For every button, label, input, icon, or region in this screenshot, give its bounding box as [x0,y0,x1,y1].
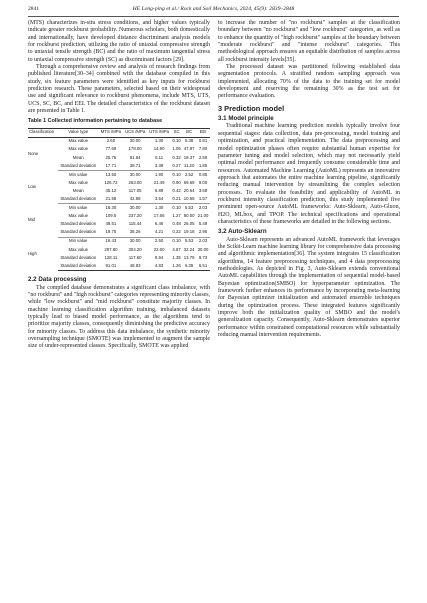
table-cell: 2.59 [198,154,208,160]
table-cell: 0.81 [198,138,208,144]
table-cell: 26.05 [183,221,195,227]
table-cell: 0.85 [198,171,208,177]
table-cell: 91.64 [129,154,141,160]
table-cell: 21.49 [153,179,165,185]
table-cell: 9.94 [154,254,164,260]
table-cell: 4.21 [147,229,171,238]
table-cell: 5.49 [198,221,208,227]
table-cell: 5.53 [184,205,194,211]
value-type-cell: Mean [72,154,84,160]
table-cell: 0.21 [171,195,182,204]
table-cell: 304.20 [128,246,142,252]
table-cell: 1.90 [154,171,164,177]
table-cell: 38.71 [123,162,147,171]
value-type-cell: Standard deviation [58,195,99,204]
header-rule [28,16,399,17]
table-cell: 0.10 [172,138,181,144]
value-type-cell: Max value [68,138,89,144]
classification-cell: Low [28,183,36,189]
table-caption: Table 1 Collected information pertaining to database [28,118,163,125]
table-cell: 263.00 [128,179,142,185]
table-header-cell: SC [171,128,182,137]
table-header-cell: MTS /MPa [99,128,123,137]
table-cell: 30.00 [129,238,141,244]
table-cell: 17.66 [153,213,165,219]
table-cell: 4.83 [147,262,171,271]
table-cell: 45.12 [105,187,117,193]
table-cell: 1.26 [171,262,182,271]
table-cell: 0.10 [172,205,181,211]
table-cell: 5.38 [184,138,194,144]
table-cell: 21.58 [99,195,123,204]
table-cell: 80.00 [183,213,195,219]
table-cell: 2.03 [198,205,208,211]
page-number: 2841 [28,6,40,12]
table-cell: 25.76 [105,154,117,160]
table-cell: 77.69 [105,146,117,152]
table-cell: 0.48 [172,221,181,227]
value-type-cell: Standard deviation [58,262,99,271]
table-cell: 30.00 [129,138,141,144]
table-cell: 3.68 [198,187,208,193]
table-cell: 7.80 [198,146,208,152]
table-cell: 11.20 [182,162,196,171]
table-cell: 1.57 [196,195,210,204]
table-row [28,171,210,180]
value-type-cell: Min value [69,238,88,244]
table-cell: 3.54 [147,195,171,204]
data-table [28,128,210,271]
table-cell: 0.10 [172,238,181,244]
table-cell: 19.18 [182,229,196,238]
section-2-2-title: 2.2 Data processing [28,276,87,284]
table-cell: 16.43 [105,238,117,244]
table-cell: 10.65 [182,195,196,204]
table-header-cell: UTS /MPa [147,128,171,137]
intro-paragraph: (MTS) characterizes in-situ stress conditions, and higher values typically indicate greater rockburst probability. Numerous scholars, both domestically and internationally, have developed distance discriminant analysis models for rockburst prediction, utilizing the ratio of uniaxial compressive strength to uniaxial tensile strength (BC) and the ratio of maximum tangential stress to uniaxial compressive strength (SC) as discriminant factors [29]. [28,20,210,63]
table-cell: 117.60 [128,254,142,260]
table-cell: 2.03 [198,238,208,244]
page-header [28,6,399,17]
table-header-cell: Value type [58,128,99,137]
table-cell: 32.24 [183,246,195,252]
section-3-1-text: Traditional machine learning prediction models typically involve four sequential stages: data collection, data pre-processing, model training and optimization, and practical implementation. The data preprocessing and model optimization phases often require substantial human expertise for parameter tuning and model selection, which may not necessarily yield optimal model performance and frequently consume considerable time and resources. Automated Machine Learning (AutoML) represents an innovative approach that automates the entire machine learning pipeline, significantly reducing manual intervention by streamlining the complex selection processes. To evaluate the feasibility and applicability of AutoML in rockburst intensity classification prediction, this study implemented five prominent open-source AutoML frameworks: Auto-Sklearn, Auto-Gluon, H2O, MLbox, and TPOP. The technical specifications and operational characteristics of these frameworks are detailed in the following sections. [218,123,400,225]
table-cell: 128.11 [104,254,118,260]
table-cell: 178.00 [128,146,142,152]
table-cell: 297.80 [104,246,118,252]
value-type-cell: Mean [72,187,84,193]
classification-cell: None [28,150,39,156]
table-cell: 109.5 [105,213,117,219]
table-cell: 237.20 [128,213,142,219]
table-cell: 6.11 [155,154,164,160]
table-cell: 21.00 [197,213,209,219]
table-row [28,137,210,146]
section-2-2-text: The compiled database demonstrates a significant class imbalance, with "no rockburst" and "high rockburst" categories representing minority classes, while "low rockburst" and "mid rockburst" constitute majority classes. In machine learning classification algorithm training, imbalanced datasets typically lead to biased model performance, as the algorithms tend to prioritize majority classes, consequently diminishing the predictive accuracy for minority classes. To address this data imbalance, the synthetic minority oversampling technique (SMOTE) was implemented to augment the sample size of under-represented classes. Specifically, SMOTE was applied [28,284,210,350]
value-type-cell: Max value [68,146,89,152]
table-cell: 30.00 [129,205,141,211]
table-cell: 1.30 [154,138,164,144]
table-cell: 9.73 [198,254,208,260]
table-cell: 1.27 [172,213,181,219]
split-paragraph: The processed dataset was partitioned following established data segmentation protocols. A stratified random sampling approach was implemented, allocating 70% of the data to the training set for model development and reserving the remaining 30% as the test set for performance evaluation. [218,64,400,100]
table-cell: 0.27 [171,162,182,171]
value-type-cell: Standard deviation [60,254,97,260]
table-cell: 48.83 [123,262,147,271]
table-header-cell: BC [182,128,196,137]
smote-continuation: to increase the number of "no rockburst" samples at the classification boundary between "no rockburst" and "low rockburst" categories, as well as to enhance the quantity of "high rockburst" samples at the boundary between "moderate rockburst" and "intense rockburst" categories. This methodological approach ensures an equitable distribution of samples across all rockburst intensity levels[35]. [218,20,400,63]
table-cell: 2.50 [154,238,164,244]
running-title: HE Long-ping et al./ Rock and Soil Mechanics, 2024, 45(9): 2839–2848 [132,6,295,12]
table-cell: 2.60 [106,138,116,144]
section-3-2-title: 3.2 Auto-Sklearn [218,228,267,236]
dataset-paragraph: Through a comprehensive review and analysis of research findings from published literature[30–34] combined with the database compiled in this study, six feature parameters were identified as key inputs for rockburst prediction research. These parameters, selected based on their widespread use and significant relevance to rockburst phenomena, include MTS, UTS, UCS, SC, BC, and EEI. The detailed characteristics of the rockburst dataset are presented in Table 1. [28,64,210,115]
table-cell: 0.42 [172,187,181,193]
table-cell: 18.37 [183,154,195,160]
table-cell: 4.87 [172,246,181,252]
table-cell: 13.50 [105,171,117,177]
table-cell: 38.26 [123,229,147,238]
table-cell: 3.38 [147,162,171,171]
left-column [28,20,210,351]
table-cell: 6.35 [182,262,196,271]
table-cell: 5.53 [184,238,194,244]
table-cell: 0.22 [171,229,182,238]
section-3-2-text: Auto-Sklearn represents an advanced AutoML framework that leverages the Scikit-Learn machine learning library for comprehensive data processing and algorithmic implementation[36]. The system integrates 15 classification algorithms, 14 feature preprocessing techniques, and 4 data preprocessing methodologies. As depicted in Fig. 3, Auto-Sklearn extends conventional AutoML capabilities through the implementation of sequential model-based Bayesian optimization(SMBO) for hyperparameter optimization. The framework further enhances its performance by incorporating meta-learning for Bayesian optimizer initialization and automated ensemble techniques during the optimization process. These integrated features significantly improve both the initialization quality of SMBO and the model's generalization capacity. Consequently, Auto-Sklearn demonstrates superior performance within constrained computational resources while substantially reducing manual intervention requirements. [218,236,400,339]
table-header-cell: Classification [28,128,58,137]
table-cell: 0.90 [172,179,181,185]
table-cell: 126.72 [104,179,118,185]
table-header-cell: UCS /MPa [123,128,147,137]
table-cell: 1.35 [172,254,181,260]
table-cell: 6.46 [154,221,164,227]
table-cell: 30.00 [129,171,141,177]
table-cell: 17.71 [99,162,123,171]
table-cell: 47.97 [183,146,195,152]
value-type-cell: Standard deviation [58,162,99,171]
table-cell: 0.32 [172,154,181,160]
classification-cell: High [28,250,37,256]
section-3-title: 3 Prediction model [218,103,285,113]
classification-cell: Mid [28,217,35,223]
table-cell: 20.64 [183,187,195,193]
table-cell: 2.95 [196,229,210,238]
value-type-cell: Max value [68,179,89,185]
value-type-cell: Max value [68,246,89,252]
value-type-cell: Min value [69,205,88,211]
table-cell: 9.00 [198,179,208,185]
value-type-cell: Standard deviation [58,229,99,238]
table-cell: 69.69 [183,179,195,185]
table-cell: 30.00 [197,246,209,252]
table-cell: 1.30 [154,205,164,211]
table-cell: 1.05 [172,146,181,152]
table-cell: 42.88 [123,195,147,204]
table-header-cell: EEI [196,128,210,137]
table-row [28,237,210,246]
table-cell: 0.10 [172,171,181,177]
table-cell: 2.52 [184,171,194,177]
table-cell: 117.05 [128,187,142,193]
table-cell: 14.90 [153,146,165,152]
table-cell: 6.89 [154,187,164,193]
table-cell: 91.01 [99,262,123,271]
value-type-cell: Max value [68,213,89,219]
right-column [218,20,400,339]
table-body [28,137,210,271]
value-type-cell: Min value [69,171,88,177]
table-header-row [28,128,210,137]
table-cell: 13.79 [183,254,195,260]
value-type-cell: Standard deviation [60,221,97,227]
table-cell: 115.44 [128,221,142,227]
section-3-1-title: 3.1 Model principle [218,115,274,123]
table-cell: 6.51 [196,262,210,271]
table-row [28,204,210,213]
table-cell: 49.51 [105,221,117,227]
table-cell: 22.60 [153,246,165,252]
table-cell: 16.30 [105,205,117,211]
table-cell: 1.85 [196,162,210,171]
table-cell: 19.75 [99,229,123,238]
